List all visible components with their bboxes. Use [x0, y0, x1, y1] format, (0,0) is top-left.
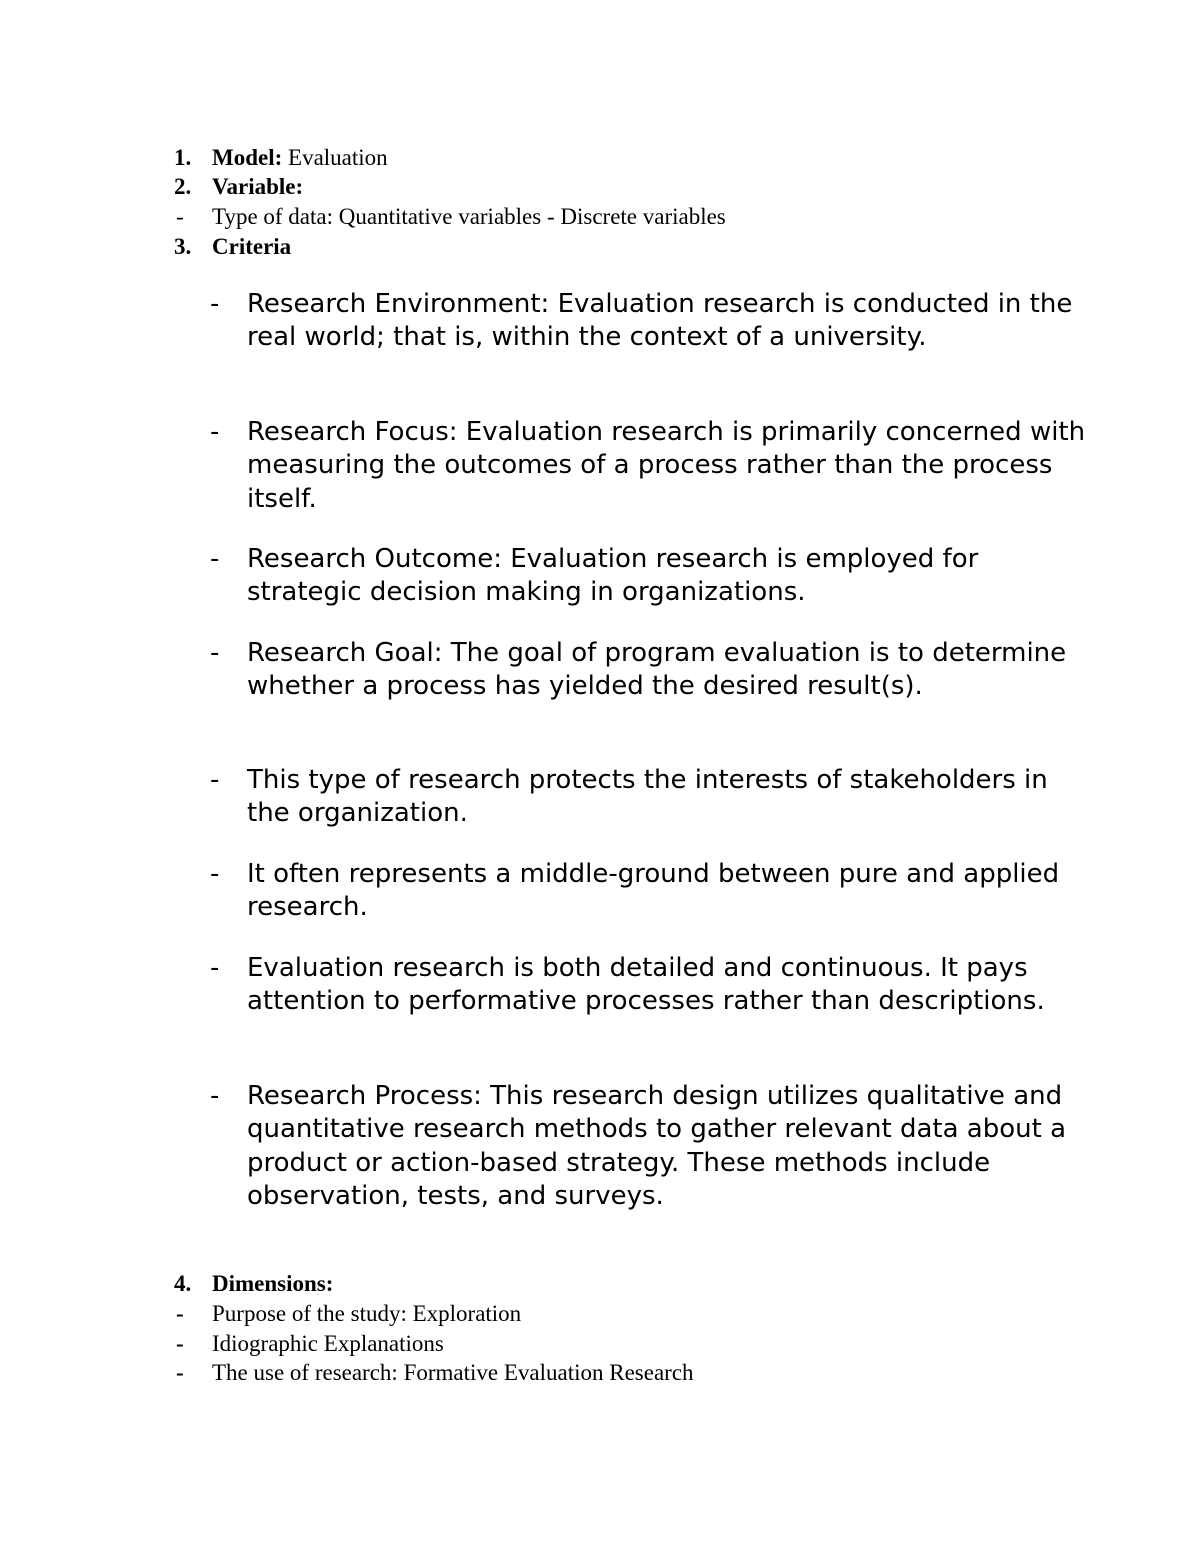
- variable-subitem-text: Type of data: Quantitative variables - Discrete variables: [212, 204, 726, 229]
- criteria-item-dash: -: [210, 953, 220, 983]
- criteria-item: [210, 416, 1090, 516]
- criteria-item-text: Research Process: This research design utilizes qualitative and quantitative research methods to gather relevant data about a product or action-based strategy. These methods include observation, tests, and surveys.: [247, 1081, 1067, 1212]
- dimensions-item-text: Purpose of the study: Exploration: [212, 1301, 522, 1326]
- criteria-item-dash: -: [210, 417, 220, 447]
- criteria-item: [210, 764, 1090, 831]
- criteria-item-dash: -: [210, 1081, 220, 1111]
- dimensions-item-dash: -: [176, 1360, 184, 1385]
- model-value: Evaluation: [282, 145, 388, 170]
- variable-subitem-dash: -: [176, 204, 184, 229]
- dimensions-label: Dimensions:: [212, 1271, 334, 1296]
- model-label: Model:: [212, 145, 283, 170]
- criteria-item-dash: -: [210, 289, 220, 319]
- criteria-item-text: It often represents a middle-ground between pure and applied research.: [247, 859, 1060, 923]
- criteria-item: [210, 1080, 1090, 1214]
- criteria-item: [210, 288, 1090, 355]
- criteria-item-dash: -: [210, 544, 220, 574]
- criteria-item-text: Research Outcome: Evaluation research is employed for strategic decision making in organizations.: [247, 544, 979, 608]
- dimensions-number: 4.: [174, 1271, 192, 1296]
- criteria-item: [210, 858, 1090, 925]
- criteria-number: 3.: [174, 234, 192, 259]
- dimensions-item-dash: -: [176, 1331, 184, 1356]
- dimensions-item-dash: -: [176, 1301, 184, 1326]
- criteria-item-dash: -: [210, 859, 220, 889]
- dimensions-item-text: The use of research: Formative Evaluation Research: [212, 1360, 694, 1385]
- variable-label: Variable:: [212, 174, 304, 199]
- criteria-item: [210, 637, 1090, 704]
- dimensions-item-text: Idiographic Explanations: [212, 1331, 444, 1356]
- criteria-item: [210, 543, 1090, 610]
- criteria-item-text: Research Environment: Evaluation research is conducted in the real world; that is, within the context of a university.: [247, 289, 1073, 353]
- criteria-item-text: Evaluation research is both detailed and continuous. It pays attention to performative processes rather than descriptions.: [247, 953, 1045, 1017]
- criteria-item-text: Research Focus: Evaluation research is primarily concerned with measuring the outcomes of a process rather than the process itself.: [247, 417, 1086, 514]
- criteria-item-text: This type of research protects the interests of stakeholders in the organization.: [247, 765, 1048, 829]
- criteria-label: Criteria: [212, 234, 292, 259]
- criteria-item-dash: -: [210, 765, 220, 795]
- criteria-item-text: Research Goal: The goal of program evaluation is to determine whether a process has yielded the desired result(s).: [247, 638, 1067, 702]
- criteria-item-dash: -: [210, 638, 220, 668]
- model-number: 1.: [174, 145, 192, 170]
- criteria-item: [210, 952, 1090, 1019]
- variable-number: 2.: [174, 174, 192, 199]
